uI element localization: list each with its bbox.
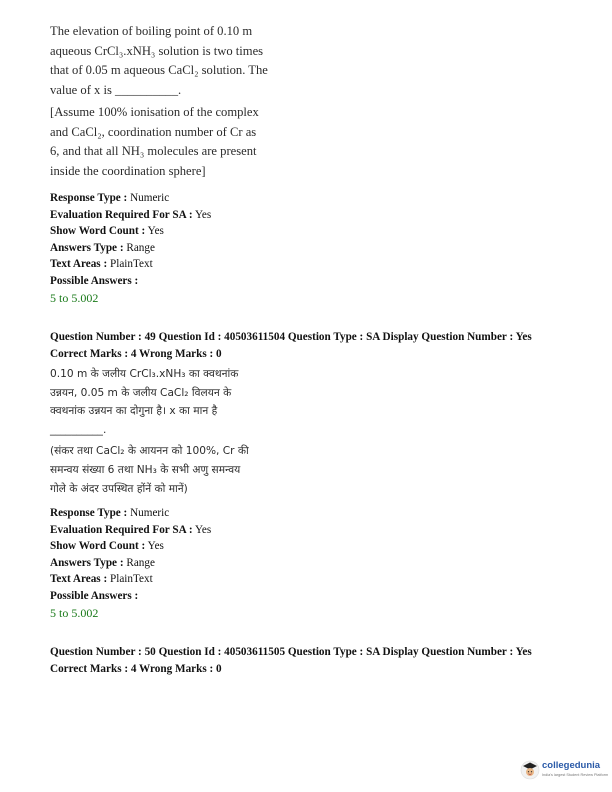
collegedunia-logo	[520, 757, 609, 787]
q49-question-line: उन्नयन, 0.05 m के जलीय CaCl₂ विलयन के	[50, 386, 232, 399]
q49-question-line: क्वथनांक उन्नयन का दोगुना है। x का मान है	[50, 405, 218, 418]
evaluation-value: Yes	[194, 523, 212, 536]
possible-answers-value: 5 to 5.002	[50, 290, 99, 305]
answers-type-row	[50, 555, 211, 572]
q49-header-line: Question Number : 49 Question Id : 40503611504 Question Type : SA Display Question Number : Yes	[50, 331, 532, 343]
possible-answers-row	[50, 273, 211, 290]
q48-meta	[50, 190, 211, 306]
q49-question-line: गोले के अंदर उपस्थित होंनें को मानें)	[50, 482, 188, 495]
possible-answers-label: Possible Answers :	[50, 274, 139, 287]
q48-question-line: aqueous CrCl₃.xNH₃ solution is two times	[50, 43, 264, 58]
response-type-value: Numeric	[130, 192, 170, 204]
word-count-value: Yes	[147, 225, 164, 238]
q49-marks-line: Correct Marks : 4 Wrong Marks : 0	[50, 347, 222, 360]
evaluation-label: Evaluation Required For SA :	[50, 208, 193, 221]
evaluation-row	[50, 522, 211, 539]
response-type-value: Numeric	[130, 507, 170, 519]
q49-question-line: __________.	[50, 423, 107, 436]
text-areas-label: Text Areas :	[50, 258, 108, 271]
q49-question-image	[50, 365, 249, 498]
word-count-label: Show Word Count :	[50, 540, 146, 553]
q48-question-line: that of 0.05 m aqueous CaCl₂ solution. The	[50, 63, 268, 77]
word-count-row	[50, 223, 211, 240]
text-areas-value: PlainText	[109, 573, 153, 586]
response-type-label: Response Type :	[50, 507, 128, 519]
q49-question-line: समन्वय संख्या 6 तथा NH₃ के सभी अणु समन्वय	[50, 463, 241, 476]
answers-type-row	[50, 240, 211, 257]
text-areas-value: PlainText	[109, 258, 153, 271]
answers-type-value: Range	[126, 241, 155, 254]
q48-question-line: and CaCl₂, coordination number of Cr as	[50, 124, 257, 139]
q48-question-line: [Assume 100% ionisation of the complex	[50, 105, 259, 119]
possible-answers-value: 5 to 5.002	[50, 605, 99, 620]
q49-question-line: 0.10 m के जलीय CrCl₃.xNH₃ का क्वथनांक	[50, 368, 239, 380]
response-type-label: Response Type :	[50, 192, 128, 204]
q49-question-line: (संकर तथा CaCl₂ के आयनन को 100%, Cr की	[50, 445, 249, 458]
q48-question-image	[50, 22, 268, 181]
q48-question-line: 6, and that all NH₃ molecules are present	[50, 144, 257, 158]
answers-type-label: Answers Type :	[50, 556, 124, 569]
possible-answers-row	[50, 588, 211, 605]
evaluation-label: Evaluation Required For SA :	[50, 523, 193, 536]
q48-question-line: inside the coordination sphere]	[50, 163, 206, 178]
response-type-row	[50, 505, 211, 522]
text-areas-row	[50, 571, 211, 588]
q50-header-line: Question Number : 50 Question Id : 40503611505 Question Type : SA Display Question Number : Yes	[50, 646, 532, 658]
word-count-label: Show Word Count :	[50, 225, 146, 238]
q50-marks-line: Correct Marks : 4 Wrong Marks : 0	[50, 662, 222, 675]
text-areas-row	[50, 256, 211, 273]
logo-brand-text: collegedunia	[542, 760, 601, 771]
q49-header	[50, 329, 532, 362]
evaluation-value: Yes	[194, 208, 212, 221]
word-count-row	[50, 538, 211, 555]
collegedunia-logo-icon	[520, 759, 540, 781]
answers-type-value: Range	[126, 556, 155, 569]
q48-question-line: value of x is __________.	[50, 82, 182, 97]
possible-answers-label: Possible Answers :	[50, 589, 139, 602]
response-type-row	[50, 190, 211, 207]
q49-meta	[50, 505, 211, 621]
evaluation-row	[50, 207, 211, 224]
q48-question-line: The elevation of boiling point of 0.10 m	[50, 24, 253, 38]
text-areas-label: Text Areas :	[50, 573, 108, 586]
answers-type-label: Answers Type :	[50, 241, 124, 254]
logo-tagline: India's largest Student Review Platform	[542, 773, 609, 777]
word-count-value: Yes	[147, 540, 164, 553]
q50-header	[50, 644, 532, 677]
